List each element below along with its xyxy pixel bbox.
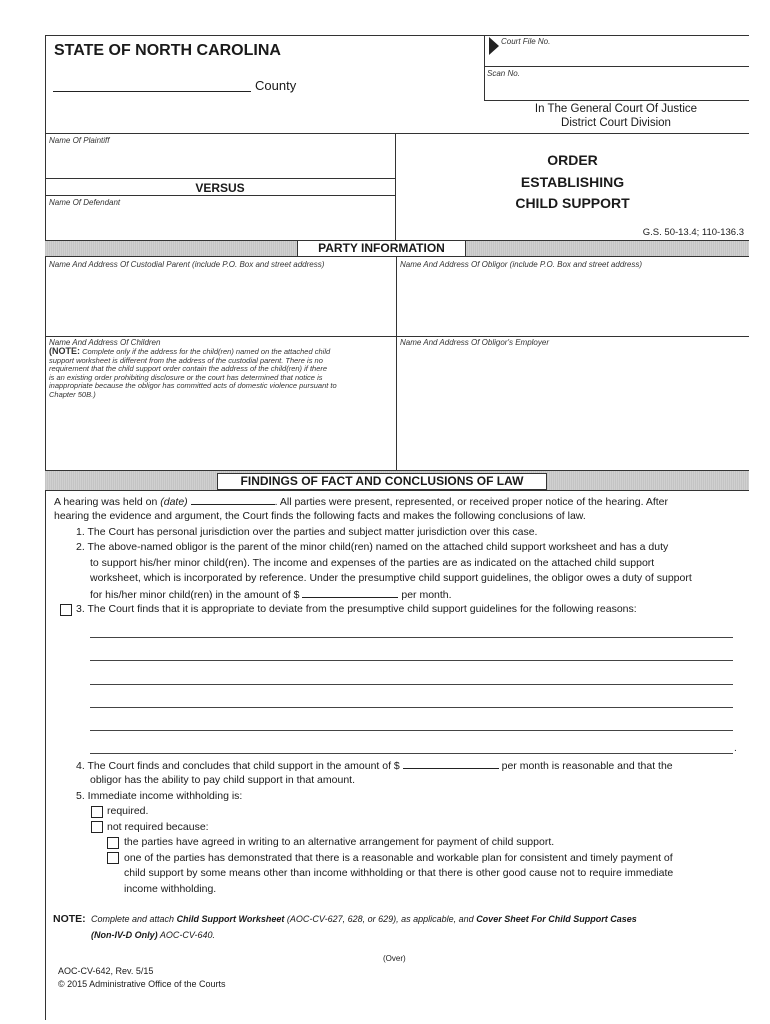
defendant-field[interactable] [48, 209, 393, 237]
county-field[interactable] [53, 91, 251, 92]
corner-triangle [489, 37, 499, 55]
workable-plan-checkbox[interactable] [107, 852, 119, 864]
reason-line-4[interactable] [90, 707, 733, 708]
reason-line-6[interactable] [90, 753, 733, 754]
order-title-3: CHILD SUPPORT [515, 195, 630, 211]
reason-line-5[interactable] [90, 730, 733, 731]
findings-header: FINDINGS OF FACT AND CONCLUSIONS OF LAW [217, 473, 547, 490]
finding-2-line-4: for his/her minor child(ren) in the amount of $ per month. [90, 589, 452, 601]
custodial-parent-field[interactable] [48, 272, 393, 334]
not-required-checkbox[interactable] [91, 821, 103, 833]
reason-line-1[interactable] [90, 637, 733, 638]
finding-2-line-3: worksheet, which is incorporated by reference. Under the presumptive child support guidelines, the obligor owes a duty of support [90, 572, 692, 584]
reason-period: . [734, 743, 737, 754]
hearing-intro: A hearing was held on (date) . All parties were present, represented, or received proper notice of the hearing. After [54, 496, 668, 508]
finding-4-line-1: 4. The Court finds and concludes that child support in the amount of $ per month is reasonable and that the [76, 760, 673, 772]
hearing-intro-2: hearing the evidence and argument, the Court finds the following facts and makes the following conclusions of law. [54, 510, 586, 522]
finding-2-line-2: to support his/her minor child(ren). The income and expenses of the parties are as indicated on the attached child support [90, 557, 655, 569]
finding-2-line-1: 2. The above-named obligor is the parent of the minor child(ren) named on the attached child support worksheet and has a duty [76, 541, 669, 553]
form-number: AOC-CV-642, Rev. 5/15 [58, 966, 154, 976]
agreement-label: the parties have agreed in writing to an alternative arrangement for payment of child support. [124, 836, 555, 848]
scan-field[interactable] [487, 80, 745, 98]
reason-line-3[interactable] [90, 684, 733, 685]
court-file-label: Court File No. [501, 37, 551, 46]
required-checkbox[interactable] [91, 806, 103, 818]
support-amount-field[interactable] [302, 587, 398, 598]
custodial-parent-label: Name And Address Of Custodial Parent (include P.O. Box and street address) [49, 260, 325, 269]
reason-line-2[interactable] [90, 660, 733, 661]
copyright: © 2015 Administrative Office of the Courts [58, 979, 226, 989]
plaintiff-label: Name Of Plaintiff [49, 136, 110, 145]
defendant-label: Name Of Defendant [49, 198, 121, 207]
not-required-label: not required because: [107, 821, 209, 833]
scan-label: Scan No. [487, 69, 520, 78]
hearing-date-field[interactable] [191, 494, 275, 505]
finding-4-line-2: obligor has the ability to pay child support in that amount. [90, 774, 355, 786]
versus-label: VERSUS [195, 181, 245, 195]
county-label: County [255, 78, 297, 93]
reasonable-amount-field[interactable] [403, 758, 499, 769]
finding-3: 3. The Court finds that it is appropriate to deviate from the presumptive child support guidelines for the following reasons: [76, 603, 637, 615]
required-label: required. [107, 805, 149, 817]
agreement-checkbox[interactable] [107, 837, 119, 849]
court-file-field[interactable] [501, 48, 746, 64]
employer-label: Name And Address Of Obligor's Employer [400, 338, 549, 347]
plaintiff-field[interactable] [48, 147, 393, 175]
note-line-1: Complete and attach Child Support Worksheet (AOC-CV-627, 628, or 629), as applicable, and Cover Sheet For Child Support Cases [91, 914, 637, 924]
order-title-1: ORDER [547, 152, 598, 168]
workable-plan-line-3: income withholding. [124, 883, 217, 895]
children-note: (NOTE: Complete only if the address for the child(ren) named on the attached child support worksheet is different from the address of the custodial parent. There is no requirement that the child support order contain the address of the child(ren) if there is an existing order prohibiting disclosure or the court has determined that notice is inappropriate because the obligor has committed acts of domestic violence pursuant to Chapter 50B.) [49, 346, 337, 399]
order-title-2: ESTABLISHING [520, 174, 625, 190]
note-label: NOTE: [53, 913, 86, 925]
employer-field[interactable] [399, 350, 745, 467]
workable-plan-line-1: one of the parties has demonstrated that there is a reasonable and workable plan for consistent and timely payment of [124, 852, 673, 864]
over-label: (Over) [383, 954, 406, 963]
children-label: Name And Address Of Children [49, 338, 161, 347]
obligor-label: Name And Address Of Obligor (include P.O. Box and street address) [400, 260, 643, 269]
court-line-1: In The General Court Of Justice [534, 103, 698, 115]
children-field[interactable] [48, 405, 393, 467]
court-line-2: District Court Division [561, 117, 671, 129]
finding-1: 1. The Court has personal jurisdiction over the parties and subject matter jurisdiction over this case. [76, 526, 538, 538]
workable-plan-line-2: child support by some means other than income withholding or that there is other good cause not to require immediate [124, 867, 674, 879]
state-title: STATE OF NORTH CAROLINA [54, 42, 281, 59]
note-line-2: (Non-IV-D Only) AOC-CV-640. [91, 930, 216, 940]
obligor-field[interactable] [399, 272, 745, 334]
deviate-checkbox[interactable] [60, 604, 72, 616]
finding-5: 5. Immediate income withholding is: [76, 790, 243, 802]
statute-reference: G.S. 50-13.4; 110-136.3 [642, 227, 744, 238]
party-info-header: PARTY INFORMATION [297, 240, 466, 257]
